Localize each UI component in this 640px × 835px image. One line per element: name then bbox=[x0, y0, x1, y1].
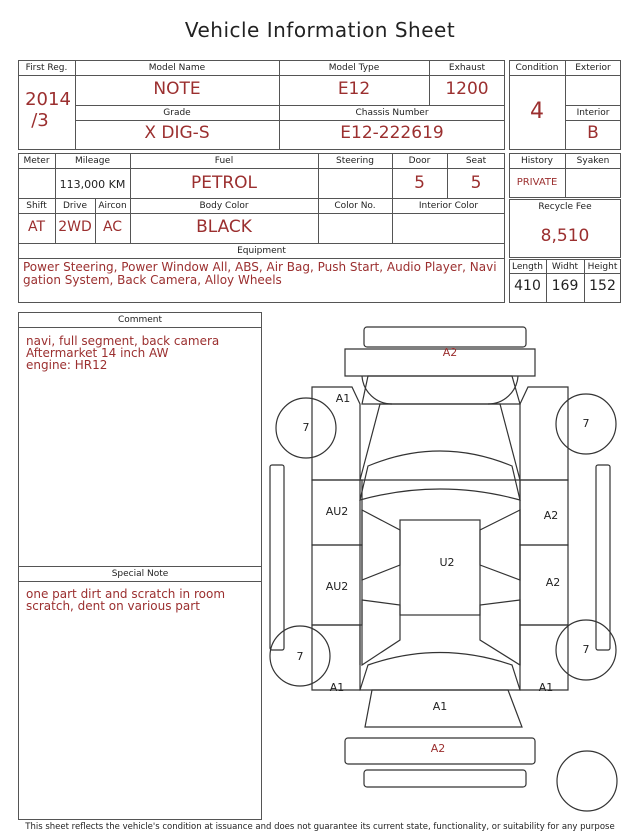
syaken-label: Syaken bbox=[576, 156, 610, 166]
mileage-value: 113,000 KM bbox=[59, 178, 126, 191]
seat-label: Seat bbox=[465, 156, 487, 166]
meter-label: Meter bbox=[23, 156, 50, 166]
damage-mark-wheel-rear-right: 7 bbox=[582, 643, 590, 656]
height-label: Height bbox=[587, 262, 618, 272]
grade-value: X DIG-S bbox=[144, 123, 210, 143]
interior-color-label: Interior Color bbox=[418, 201, 479, 211]
comment-line: Aftermarket 14 inch AW bbox=[26, 346, 169, 360]
rear-spoiler bbox=[364, 770, 526, 787]
history-label: History bbox=[520, 156, 554, 166]
width-value: 169 bbox=[551, 278, 579, 294]
shift-label: Shift bbox=[26, 201, 47, 211]
damage-mark-rear-quarter-left: A1 bbox=[329, 681, 345, 694]
steering-label: Steering bbox=[336, 156, 374, 166]
damage-mark-trunk: A1 bbox=[432, 700, 448, 713]
width-label: Widht bbox=[551, 262, 579, 272]
page-title: Vehicle Information Sheet bbox=[184, 18, 456, 42]
model-name-label: Model Name bbox=[148, 63, 206, 73]
damage-mark-rear-door-right: A2 bbox=[545, 576, 561, 589]
windshield bbox=[360, 404, 520, 480]
damage-mark-rear-bumper: A2 bbox=[430, 742, 446, 755]
height-value: 152 bbox=[589, 278, 616, 294]
comment-line: navi, full segment, back camera bbox=[26, 334, 220, 348]
grade-label: Grade bbox=[163, 108, 191, 118]
seat-value: 5 bbox=[470, 173, 482, 193]
aircon-value: AC bbox=[102, 219, 123, 235]
fuel-label: Fuel bbox=[214, 156, 234, 166]
damage-mark-wheel-front-left: 7 bbox=[302, 421, 310, 434]
disclaimer-footer: This sheet reflects the vehicle's condition at issuance and does not guarantee its current state, functionality, or suitability for any purpose bbox=[25, 822, 615, 832]
body-color-label: Body Color bbox=[199, 201, 249, 211]
chassis-number-value: E12-222619 bbox=[340, 123, 444, 143]
mileage-label: Mileage bbox=[74, 156, 111, 166]
comment-label: Comment bbox=[117, 315, 163, 325]
exterior-label: Exterior bbox=[575, 63, 611, 73]
damage-mark-front-door-right: A2 bbox=[543, 509, 559, 522]
interior-label: Interior bbox=[576, 108, 610, 118]
special-note-label: Special Note bbox=[111, 569, 169, 579]
special-note-line: scratch, dent on various part bbox=[26, 599, 200, 613]
equipment-label: Equipment bbox=[237, 246, 286, 256]
drive-value: 2WD bbox=[58, 219, 92, 235]
length-value: 410 bbox=[514, 278, 541, 294]
front-fender-right bbox=[520, 387, 568, 480]
model-type-label: Model Type bbox=[328, 63, 380, 73]
equipment-value: Power Steering, Power Window All, ABS, Air Bag, Push Start, Audio Player, Navigation System, Back Camera, Alloy Wheels bbox=[23, 260, 497, 287]
color-no-label: Color No. bbox=[334, 201, 376, 211]
shift-value: AT bbox=[27, 219, 46, 235]
condition-label: Condition bbox=[515, 63, 559, 73]
body-color-value: BLACK bbox=[196, 217, 252, 237]
damage-mark-hood-left: A1 bbox=[335, 392, 351, 405]
interior-value: B bbox=[587, 123, 599, 143]
exhaust-value: 1200 bbox=[445, 79, 489, 99]
recycle-fee-label: Recycle Fee bbox=[538, 202, 592, 212]
front-spoiler bbox=[364, 327, 526, 347]
damage-mark-wheel-rear-left: 7 bbox=[296, 650, 304, 663]
door-label: Door bbox=[408, 156, 431, 166]
recycle-fee-value: 8,510 bbox=[540, 226, 590, 246]
aircon-label: Aircon bbox=[98, 201, 127, 211]
first-reg-year: 2014 bbox=[25, 89, 71, 110]
rear-window bbox=[360, 653, 520, 691]
condition-value: 4 bbox=[530, 99, 544, 124]
spare-tire bbox=[557, 751, 617, 811]
damage-mark-roof: U2 bbox=[439, 556, 455, 569]
model-type-value: E12 bbox=[337, 79, 371, 99]
damage-mark-rear-quarter-right: A1 bbox=[538, 681, 554, 694]
first-reg-month: /3 bbox=[31, 110, 49, 131]
chassis-number-label: Chassis Number bbox=[355, 108, 429, 118]
history-value: PRIVATE bbox=[516, 177, 558, 188]
hood-panel bbox=[362, 376, 520, 404]
damage-mark-wheel-front-right: 7 bbox=[582, 417, 590, 430]
length-label: Length bbox=[511, 262, 544, 272]
exhaust-label: Exhaust bbox=[448, 63, 486, 73]
damage-mark-rear-door-left: AU2 bbox=[325, 580, 349, 593]
comment-line: engine: HR12 bbox=[26, 358, 108, 372]
model-name-value: NOTE bbox=[153, 79, 201, 99]
special-note-line: one part dirt and scratch in room bbox=[26, 587, 226, 601]
first-reg-label: First Reg. bbox=[25, 63, 68, 73]
damage-mark-front-door-left: AU2 bbox=[325, 505, 349, 518]
fuel-value: PETROL bbox=[190, 173, 258, 193]
damage-mark-front-bumper: A2 bbox=[442, 346, 458, 359]
door-value: 5 bbox=[414, 173, 425, 193]
drive-label: Drive bbox=[63, 201, 87, 211]
